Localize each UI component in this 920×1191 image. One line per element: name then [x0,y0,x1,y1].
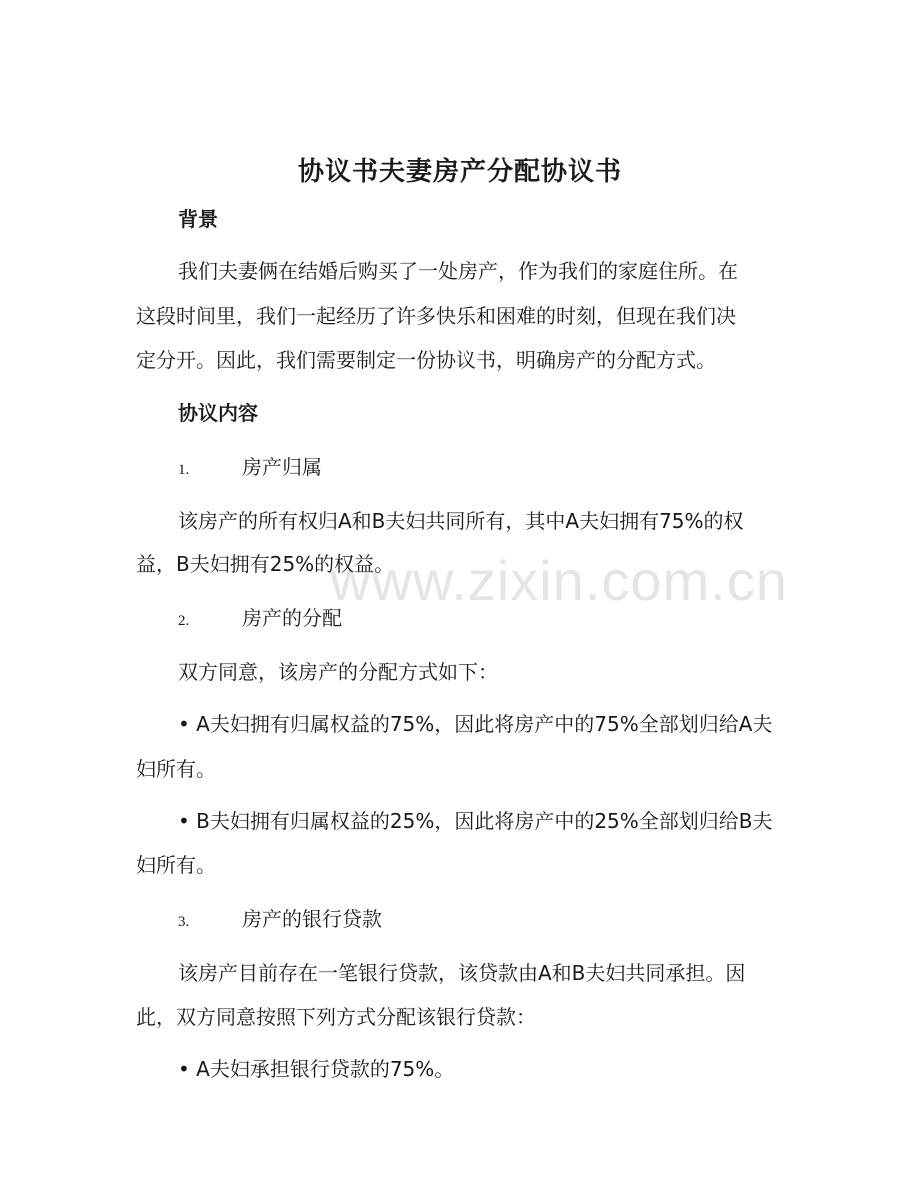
numbered-item-1 [178,452,322,485]
paragraph-line: 双方同意，该房产的分配方式如下： [178,660,498,684]
bullet-continuation: 妇所有。 [136,853,216,877]
item-number: 3. [178,914,190,930]
bullet-item: • A夫妇拥有归属权益的75%，因此将房产中的75%全部划归给A夫 [178,712,773,736]
item-label: 房产归属 [242,455,322,479]
item-number: 1. [178,462,190,478]
paragraph-line: 该房产的所有权归A和B夫妇共同所有，其中A夫妇拥有75%的权 [178,509,744,533]
paragraph-line: 这段时间里，我们一起经历了许多快乐和困难的时刻，但现在我们决 [136,304,736,328]
paragraph-line: 我们夫妻俩在结婚后购买了一处房产，作为我们的家庭住所。在 [178,259,738,283]
bullet-item: • B夫妇拥有归属权益的25%，因此将房产中的25%全部划归给B夫 [178,809,773,833]
paragraph-line: 定分开。因此，我们需要制定一份协议书，明确房产的分配方式。 [136,348,716,372]
paragraph-line: 该房产目前存在一笔银行贷款，该贷款由A和B夫妇共同承担。因 [178,961,746,985]
item-label: 房产的银行贷款 [242,907,382,931]
paragraph-line: 益，B夫妇拥有25%的权益。 [136,552,395,576]
heading-background: 背景 [178,207,218,231]
paragraph-line: 此，双方同意按照下列方式分配该银行贷款： [136,1005,536,1029]
watermark: www.zixin.com.cn [330,549,788,612]
numbered-item-3 [178,904,382,937]
numbered-item-2 [178,603,342,636]
item-label: 房产的分配 [242,606,342,630]
heading-content: 协议内容 [178,401,258,425]
item-number: 2. [178,613,190,629]
bullet-continuation: 妇所有。 [136,757,216,781]
document-title: 协议书夫妻房产分配协议书 [297,157,622,187]
bullet-item: • A夫妇承担银行贷款的75%。 [178,1057,455,1081]
